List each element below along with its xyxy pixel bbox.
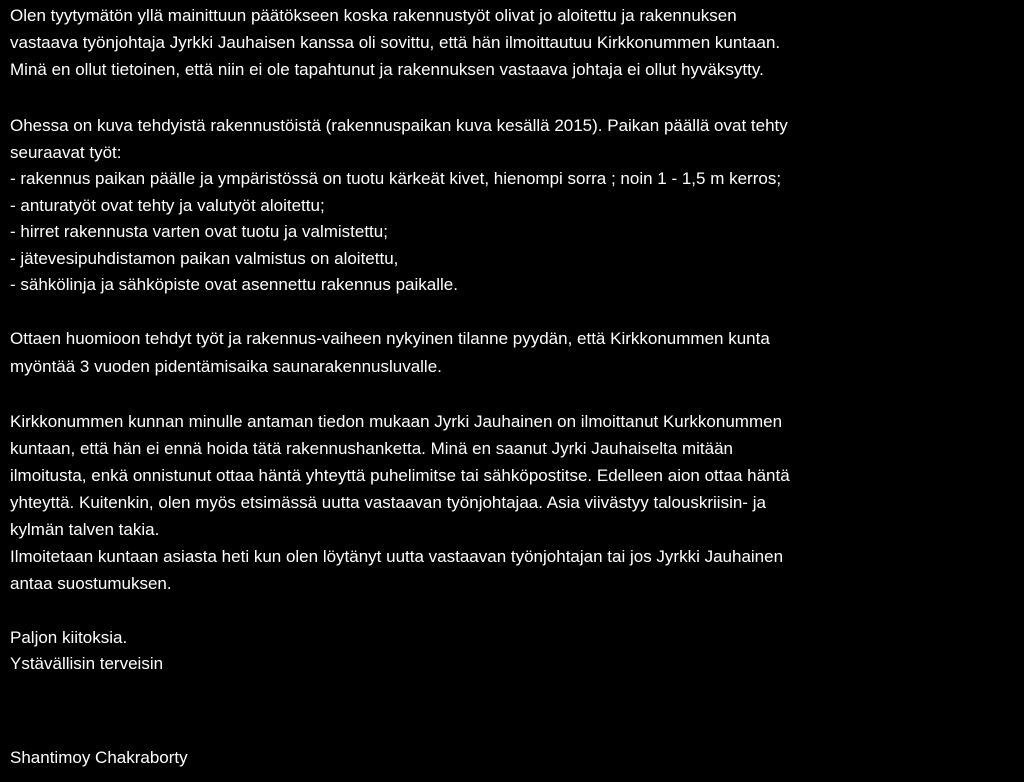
letter-line: - hirret rakennusta varten ovat tuotu ja valmistettu;: [10, 222, 388, 241]
letter-line: - jätevesipuhdistamon paikan valmistus on aloitettu,: [10, 249, 399, 268]
letter-line: yhteyttä. Kuitenkin, olen myös etsimässä uutta vastaavan työnjohtajaa. Asia viivästyy talouskriisin- ja: [10, 493, 766, 512]
letter-line: - rakennus paikan päälle ja ympäristössä on tuotu kärkeät kivet, hienompi sorra ; noin 1 - 1,5 m kerros;: [10, 169, 782, 188]
letter-line: - sähkölinja ja sähköpiste ovat asennettu rakennus paikalle.: [10, 275, 458, 294]
letter-line: antaa suostumuksen.: [10, 574, 172, 593]
letter-line: kuntaan, että hän ei ennä hoida tätä rakennushanketta. Minä en saanut Jyrki Jauhaiselta mitään: [10, 439, 733, 458]
letter-line: Kirkkonummen kunnan minulle antaman tiedon mukaan Jyrki Jauhainen on ilmoittanut Kurkkonummen: [10, 412, 783, 431]
letter-line: Ilmoitetaan kuntaan asiasta heti kun olen löytänyt uutta vastaavan työnjohtajan tai jos Jyrkki Jauhainen: [10, 547, 784, 566]
letter-line: Olen tyytymätön yllä mainittuun päätökseen koska rakennustyöt olivat jo aloitettu ja rakennuksen: [10, 6, 737, 25]
letter-line: Ohessa on kuva tehdyistä rakennustöistä (rakennuspaikan kuva kesällä 2015). Paikan päällä ovat tehty: [10, 116, 788, 135]
letter-line: kylmän talven takia.: [10, 520, 160, 539]
letter-line: ilmoitusta, enkä onnistunut ottaa häntä yhteyttä puhelimitse tai sähköpostitse. Edelleen aion ottaa häntä: [10, 466, 790, 485]
signature-name: Shantimoy Chakraborty: [10, 748, 188, 767]
letter-line: vastaava työnjohtaja Jyrkki Jauhaisen kanssa oli sovittu, että hän ilmoittautuu Kirkkonummen kuntaan.: [10, 33, 781, 52]
letter-line: myöntää 3 vuoden pidentämisaika saunarakennusluvalle.: [10, 357, 442, 376]
letter-line: Minä en ollut tietoinen, että niin ei ole tapahtunut ja rakennuksen vastaava johtaja ei ollut hyväksytty.: [10, 60, 764, 79]
closing-regards: Ystävällisin terveisin: [10, 654, 164, 673]
letter-line: - anturatyöt ovat tehty ja valutyöt aloitettu;: [10, 196, 325, 215]
closing-thanks: Paljon kiitoksia.: [10, 628, 128, 647]
letter-line: Ottaen huomioon tehdyt työt ja rakennus-vaiheen nykyinen tilanne pyydän, että Kirkkonummen kunta: [10, 329, 770, 348]
letter-line: seuraavat työt:: [10, 143, 122, 162]
